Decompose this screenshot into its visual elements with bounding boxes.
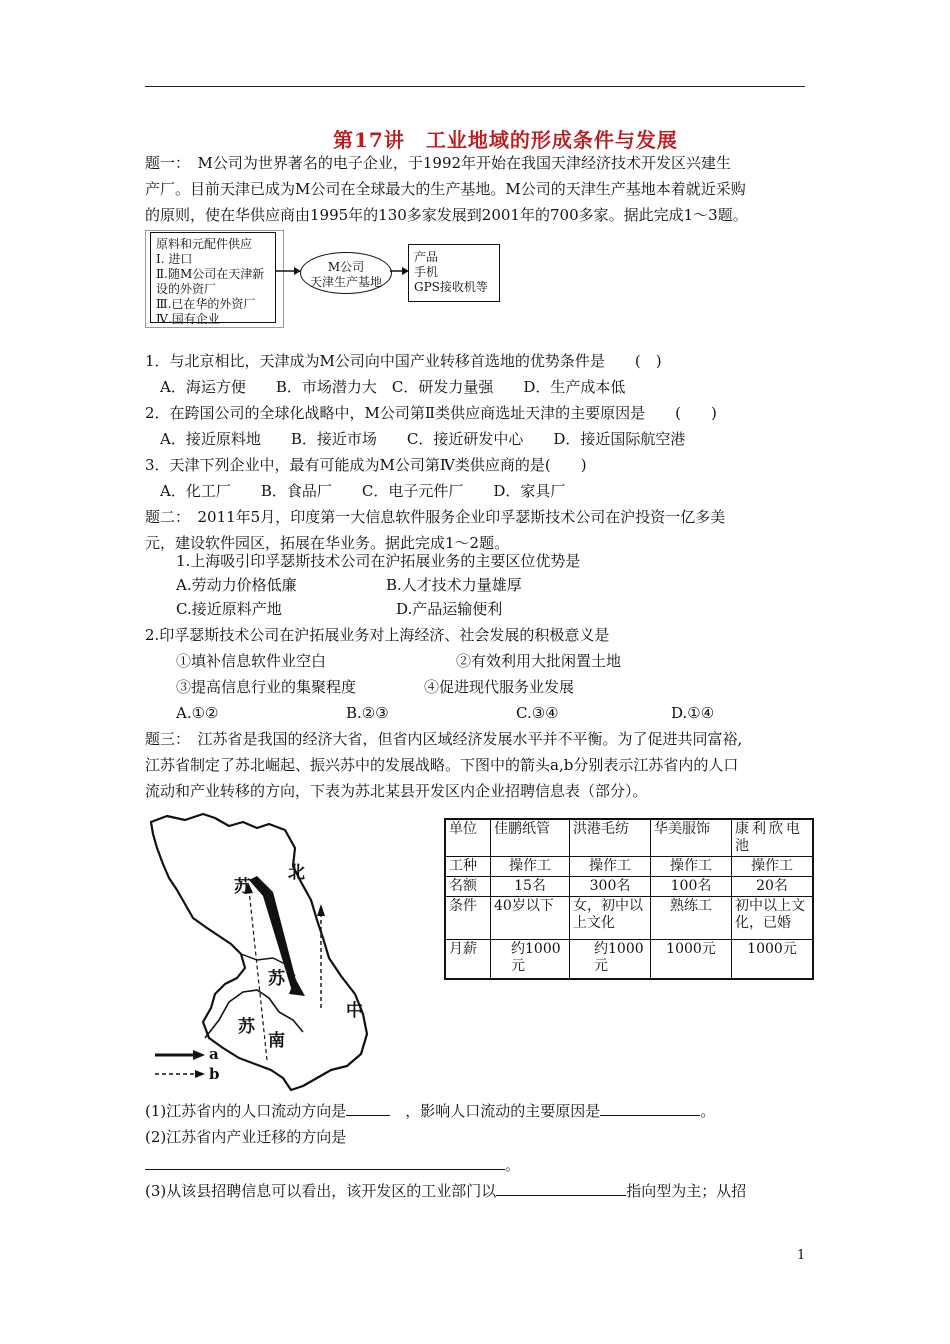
center-label: 天津生产基地	[309, 275, 382, 289]
q3-sub-2-answer-line	[145, 1152, 520, 1178]
q1-question-3: 3．天津下列企业中，最有可能成为M公司第Ⅳ类供应商的是( )	[145, 456, 587, 474]
product-box-line: 手机	[414, 265, 439, 279]
q2-q2-option-c: C.③④	[516, 704, 559, 722]
table-cell: 约1000元	[570, 940, 651, 980]
q2-q1-option-d: D.产品运输便利	[396, 600, 503, 618]
table-cell: 100名	[651, 877, 732, 897]
table-cell: 女，初中以上文化	[570, 897, 651, 940]
q2-intro-line-2: 元，建设软件园区，拓展在华业务。据此完成1～2题。	[145, 534, 510, 552]
table-cell: 华美服饰	[651, 819, 732, 857]
answer-blank[interactable]	[346, 1099, 390, 1116]
q3-sub-1-text-a: (1)江苏省内的人口流动方向是	[145, 1102, 347, 1120]
center-label: M公司	[327, 260, 365, 274]
supply-box-line: Ⅲ.已在华的外资厂	[156, 297, 256, 311]
supply-box-line: Ⅳ.国有企业	[156, 312, 220, 326]
q3-sub-2-end: 。	[505, 1156, 521, 1174]
answer-blank[interactable]	[496, 1179, 626, 1196]
q1-question-2-options: A．接近原料地 B．接近市场 C．接近研发中心 D．接近国际航空港	[145, 430, 686, 448]
q1-question-1-options: A．海运方便 B．市场潜力大 C．研发力量强 D．生产成本低	[145, 378, 626, 396]
table-cell: 1000元	[651, 940, 732, 980]
q2-question-1: 1.上海吸引印孚瑟斯技术公司在沪拓展业务的主要区位优势是	[176, 552, 581, 570]
table-cell: 熟练工	[651, 897, 732, 940]
table-cell: 约1000元	[491, 940, 570, 980]
table-row	[445, 940, 813, 980]
answer-blank[interactable]	[600, 1099, 700, 1116]
product-box-line: 产品	[414, 250, 439, 264]
table-row	[445, 877, 813, 897]
table-cell: 佳鹏纸管	[491, 819, 570, 857]
q2-q2-option-b: B.②③	[346, 704, 389, 722]
table-cell: 月薪	[445, 940, 491, 980]
map-label-zhong: 中	[346, 1001, 363, 1021]
table-cell: 初中以上文化，已婚	[732, 897, 814, 940]
q1-intro-line-2: 产厂。目前天津已成为M公司在全球最大的生产基地。M公司的天津生产基地本着就近采购	[145, 180, 746, 198]
page-title: 第17讲 工业地域的形成条件与发展	[333, 128, 678, 152]
supply-box-line: Ⅱ.随M公司在天津新	[156, 267, 265, 281]
map-label-su-middle: 苏	[268, 969, 285, 989]
product-box-line: GPS接收机等	[414, 280, 488, 294]
map-legend-b: b	[209, 1065, 220, 1083]
q3-sub-1-text-b: ，影响人口流动的主要原因是	[405, 1102, 601, 1120]
q2-q2-option-d: D.①④	[671, 704, 715, 722]
q1-intro-line-3: 的原则，使在华供应商由1995年的130多家发展到2001年的700多家。据此完成1～3题。	[145, 206, 748, 224]
table-cell: 工种	[445, 857, 491, 877]
recruitment-table	[444, 818, 814, 980]
q1-question-3-options: A．化工厂 B．食品厂 C．电子元件厂 D．家具厂	[145, 482, 566, 500]
supply-box	[150, 232, 276, 326]
q3-sub-3-text-b: 指向型为主；从招	[626, 1182, 747, 1200]
map-label-su-north: 苏	[234, 877, 251, 897]
table-row	[445, 897, 813, 940]
q3-sub-3	[145, 1178, 746, 1204]
table-cell: 1000元	[732, 940, 814, 980]
q2-item-2: ②有效利用大批闲置土地	[456, 652, 622, 670]
table-cell: 操作工	[651, 857, 732, 877]
q2-q1-option-a: A.劳动力价格低廉	[176, 576, 297, 594]
page-number: 1	[797, 1248, 806, 1263]
table-cell: 康利欣电池	[732, 819, 814, 857]
map-legend-a: a	[209, 1045, 219, 1063]
table-cell: 单位	[445, 819, 491, 857]
q2-intro-line-1: 题二： 2011年5月，印度第一大信息软件服务企业印孚瑟斯技术公司在沪投资一亿多美	[145, 508, 726, 526]
supply-box-line: 设的外资厂	[156, 282, 217, 296]
q2-q2-option-a: A.①②	[176, 704, 219, 722]
header-rule	[145, 86, 805, 87]
q1-question-2: 2．在跨国公司的全球化战略中，M公司第Ⅱ类供应商选址天津的主要原因是 ( )	[145, 404, 717, 422]
table-cell: 名额	[445, 877, 491, 897]
map-label-nan: 南	[268, 1031, 285, 1051]
map-label-su-south: 苏	[238, 1017, 255, 1037]
q3-sub-1	[145, 1098, 715, 1124]
table-cell: 操作工	[491, 857, 570, 877]
q3-sub-2: (2)江苏省内产业迁移的方向是	[145, 1128, 347, 1146]
table-cell: 操作工	[732, 857, 814, 877]
table-row	[445, 819, 813, 857]
q2-q1-option-b: B.人才技术力量雄厚	[386, 576, 522, 594]
q3-intro-line-3: 流动和产业转移的方向，下表为苏北某县开发区内企业招聘信息表（部分）。	[145, 782, 648, 800]
map-label-bei: 北	[288, 863, 305, 883]
q2-q1-option-c: C.接近原料产地	[176, 600, 282, 618]
supply-box-line: 原料和元配件供应	[156, 237, 253, 251]
table-cell: 洪港毛纺	[570, 819, 651, 857]
table-cell: 15名	[491, 877, 570, 897]
q3-sub-1-end: 。	[700, 1102, 716, 1120]
table-cell: 300名	[570, 877, 651, 897]
supply-box-line: Ⅰ. 进口	[156, 252, 193, 266]
q2-item-3: ③提高信息行业的集聚程度	[176, 678, 357, 696]
q1-question-1: 1．与北京相比，天津成为M公司向中国产业转移首选地的优势条件是 ( )	[145, 352, 662, 370]
q3-intro-line-1: 题三： 江苏省是我国的经济大省，但省内区域经济发展水平并不平衡。为了促进共同富裕,	[145, 730, 743, 748]
q1-intro-line-1: 题一： M公司为世界著名的电子企业，于1992年开始在我国天津经济技术开发区兴建生	[145, 154, 732, 172]
table-cell: 20名	[732, 877, 814, 897]
q2-item-1: ①填补信息软件业空白	[176, 652, 327, 670]
table-row	[445, 857, 813, 877]
q2-question-2: 2.印孚瑟斯技术公司在沪拓展业务对上海经济、社会发展的积极意义是	[145, 626, 610, 644]
table-cell: 条件	[445, 897, 491, 940]
table-cell: 操作工	[570, 857, 651, 877]
q3-sub-3-text-a: (3)从该县招聘信息可以看出，该开发区的工业部门以	[145, 1182, 497, 1200]
q2-item-4: ④促进现代服务业发展	[424, 678, 575, 696]
center-ellipse	[300, 252, 392, 294]
table-cell: 40岁以下	[491, 897, 570, 940]
q3-intro-line-2: 江苏省制定了苏北崛起、振兴苏中的发展战略。下图中的箭头a,b分别表示江苏省内的人口	[145, 756, 739, 774]
product-box	[408, 244, 500, 302]
answer-blank[interactable]	[145, 1153, 505, 1170]
jiangsu-outline	[145, 808, 385, 1098]
